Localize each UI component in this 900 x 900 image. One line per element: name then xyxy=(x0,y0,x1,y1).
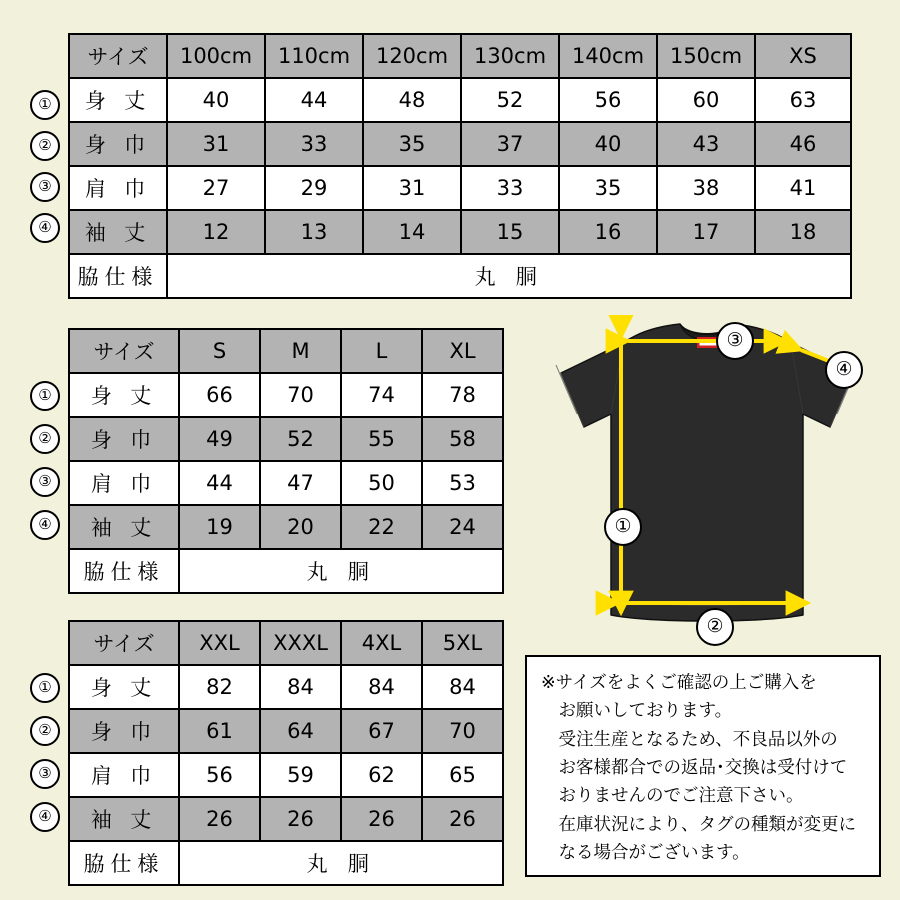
note-line-4: お客様都合での返品･交換は受付けて xyxy=(558,758,848,779)
size-table-adult xyxy=(68,328,504,594)
header-size-1: 110cm xyxy=(265,34,363,78)
table-row xyxy=(69,166,851,210)
row-label-body-width: 身 巾 xyxy=(69,709,179,753)
cell: 22 xyxy=(341,505,422,549)
cell: 56 xyxy=(559,78,657,122)
row-label-body-length: 身 丈 xyxy=(69,78,167,122)
row-label-sleeve-length: 袖 丈 xyxy=(69,210,167,254)
row-label-body-width: 身 巾 xyxy=(69,417,179,461)
marker-body-width: ② xyxy=(696,608,734,646)
cell: 40 xyxy=(559,122,657,166)
marker-sleeve-length: ④ xyxy=(825,351,863,389)
cell: 78 xyxy=(422,373,503,417)
table-footer-row xyxy=(69,549,503,593)
size-table-bigsize xyxy=(68,620,504,886)
marker-row-2: ② xyxy=(30,424,60,454)
cell: 33 xyxy=(461,166,559,210)
cell: 18 xyxy=(755,210,851,254)
side-spec-value: 丸 胴 xyxy=(179,549,503,593)
row-label-side-spec: 脇仕様 xyxy=(69,549,179,593)
cell: 66 xyxy=(179,373,260,417)
header-size-2: 120cm xyxy=(363,34,461,78)
table-row xyxy=(69,709,503,753)
table-row xyxy=(69,78,851,122)
cell: 49 xyxy=(179,417,260,461)
note-line-5: おりませんのでご注意下さい。 xyxy=(558,786,804,807)
cell: 35 xyxy=(363,122,461,166)
cell: 26 xyxy=(422,797,503,841)
cell: 44 xyxy=(179,461,260,505)
marker-body-length: ① xyxy=(604,508,642,546)
header-size-1: M xyxy=(260,329,341,373)
cell: 63 xyxy=(755,78,851,122)
marker-row-2: ② xyxy=(30,716,60,746)
header-size-4: 140cm xyxy=(559,34,657,78)
marker-row-2: ② xyxy=(30,131,60,161)
table-footer-row xyxy=(69,254,851,298)
notes-box xyxy=(525,655,881,877)
cell: 56 xyxy=(179,753,260,797)
header-size-label: サイズ xyxy=(69,34,167,78)
header-size-0: S xyxy=(179,329,260,373)
row-label-sleeve-length: 袖 丈 xyxy=(69,797,179,841)
cell: 26 xyxy=(260,797,341,841)
marker-row-1: ① xyxy=(30,673,60,703)
cell: 19 xyxy=(179,505,260,549)
header-size-0: 100cm xyxy=(167,34,265,78)
row-label-sleeve-length: 袖 丈 xyxy=(69,505,179,549)
row-label-side-spec: 脇仕様 xyxy=(69,254,167,298)
cell: 74 xyxy=(341,373,422,417)
cell: 47 xyxy=(260,461,341,505)
header-size-5: 150cm xyxy=(657,34,755,78)
marker-row-3: ③ xyxy=(30,467,60,497)
cell: 82 xyxy=(179,665,260,709)
side-spec-value: 丸 胴 xyxy=(179,841,503,885)
table-row xyxy=(69,122,851,166)
table-row xyxy=(69,665,503,709)
marker-shoulder-width: ③ xyxy=(716,322,754,360)
header-size-2: 4XL xyxy=(341,621,422,665)
header-size-3: 130cm xyxy=(461,34,559,78)
table-row xyxy=(69,210,851,254)
marker-row-1: ① xyxy=(30,90,60,120)
cell: 37 xyxy=(461,122,559,166)
tshirt-shape xyxy=(556,324,858,621)
table-footer-row xyxy=(69,841,503,885)
marker-row-4: ④ xyxy=(30,213,60,243)
cell: 20 xyxy=(260,505,341,549)
cell: 29 xyxy=(265,166,363,210)
cell: 70 xyxy=(422,709,503,753)
cell: 64 xyxy=(260,709,341,753)
table-header-row xyxy=(69,329,503,373)
cell: 41 xyxy=(755,166,851,210)
table-row xyxy=(69,417,503,461)
header-size-0: XXL xyxy=(179,621,260,665)
note-line-2: お願いしております。 xyxy=(558,701,733,722)
cell: 14 xyxy=(363,210,461,254)
row-label-shoulder-width: 肩 巾 xyxy=(69,753,179,797)
cell: 43 xyxy=(657,122,755,166)
cell: 31 xyxy=(167,122,265,166)
row-label-shoulder-width: 肩 巾 xyxy=(69,461,179,505)
header-size-3: 5XL xyxy=(422,621,503,665)
note-line-3: 受注生産となるため、不良品以外の xyxy=(558,729,838,750)
cell: 62 xyxy=(341,753,422,797)
cell: 67 xyxy=(341,709,422,753)
marker-row-1: ① xyxy=(30,381,60,411)
cell: 65 xyxy=(422,753,503,797)
cell: 84 xyxy=(260,665,341,709)
cell: 26 xyxy=(179,797,260,841)
cell: 33 xyxy=(265,122,363,166)
header-size-label: サイズ xyxy=(69,621,179,665)
cell: 27 xyxy=(167,166,265,210)
header-size-2: L xyxy=(341,329,422,373)
cell: 50 xyxy=(341,461,422,505)
cell: 52 xyxy=(260,417,341,461)
cell: 26 xyxy=(341,797,422,841)
table-row xyxy=(69,373,503,417)
cell: 55 xyxy=(341,417,422,461)
table-row xyxy=(69,797,503,841)
cell: 58 xyxy=(422,417,503,461)
marker-row-4: ④ xyxy=(30,510,60,540)
table-header-row xyxy=(69,34,851,78)
row-label-body-length: 身 丈 xyxy=(69,373,179,417)
header-size-3: XL xyxy=(422,329,503,373)
cell: 17 xyxy=(657,210,755,254)
row-label-shoulder-width: 肩 巾 xyxy=(69,166,167,210)
cell: 70 xyxy=(260,373,341,417)
note-line-6: 在庫状況により、タグの種類が変更に xyxy=(558,814,856,835)
cell: 38 xyxy=(657,166,755,210)
note-line-1: ※サイズをよくご確認の上ご購入を xyxy=(541,673,817,693)
row-label-body-length: 身 丈 xyxy=(69,665,179,709)
cell: 48 xyxy=(363,78,461,122)
cell: 52 xyxy=(461,78,559,122)
cell: 24 xyxy=(422,505,503,549)
cell: 61 xyxy=(179,709,260,753)
cell: 46 xyxy=(755,122,851,166)
table-row xyxy=(69,505,503,549)
cell: 35 xyxy=(559,166,657,210)
cell: 13 xyxy=(265,210,363,254)
header-size-label: サイズ xyxy=(69,329,179,373)
marker-row-4: ④ xyxy=(30,802,60,832)
cell: 31 xyxy=(363,166,461,210)
cell: 53 xyxy=(422,461,503,505)
note-line-7: なる場合がございます。 xyxy=(558,843,750,864)
cell: 44 xyxy=(265,78,363,122)
cell: 84 xyxy=(341,665,422,709)
side-spec-value: 丸 胴 xyxy=(167,254,851,298)
table-row xyxy=(69,753,503,797)
table-row xyxy=(69,461,503,505)
header-size-6: XS xyxy=(755,34,851,78)
table-header-row xyxy=(69,621,503,665)
cell: 60 xyxy=(657,78,755,122)
cell: 59 xyxy=(260,753,341,797)
marker-row-3: ③ xyxy=(30,172,60,202)
cell: 12 xyxy=(167,210,265,254)
cell: 16 xyxy=(559,210,657,254)
row-label-body-width: 身 巾 xyxy=(69,122,167,166)
size-table-kids xyxy=(68,33,852,299)
cell: 40 xyxy=(167,78,265,122)
cell: 15 xyxy=(461,210,559,254)
header-size-1: XXXL xyxy=(260,621,341,665)
row-label-side-spec: 脇仕様 xyxy=(69,841,179,885)
marker-row-3: ③ xyxy=(30,759,60,789)
tshirt-diagram xyxy=(520,315,895,645)
cell: 84 xyxy=(422,665,503,709)
